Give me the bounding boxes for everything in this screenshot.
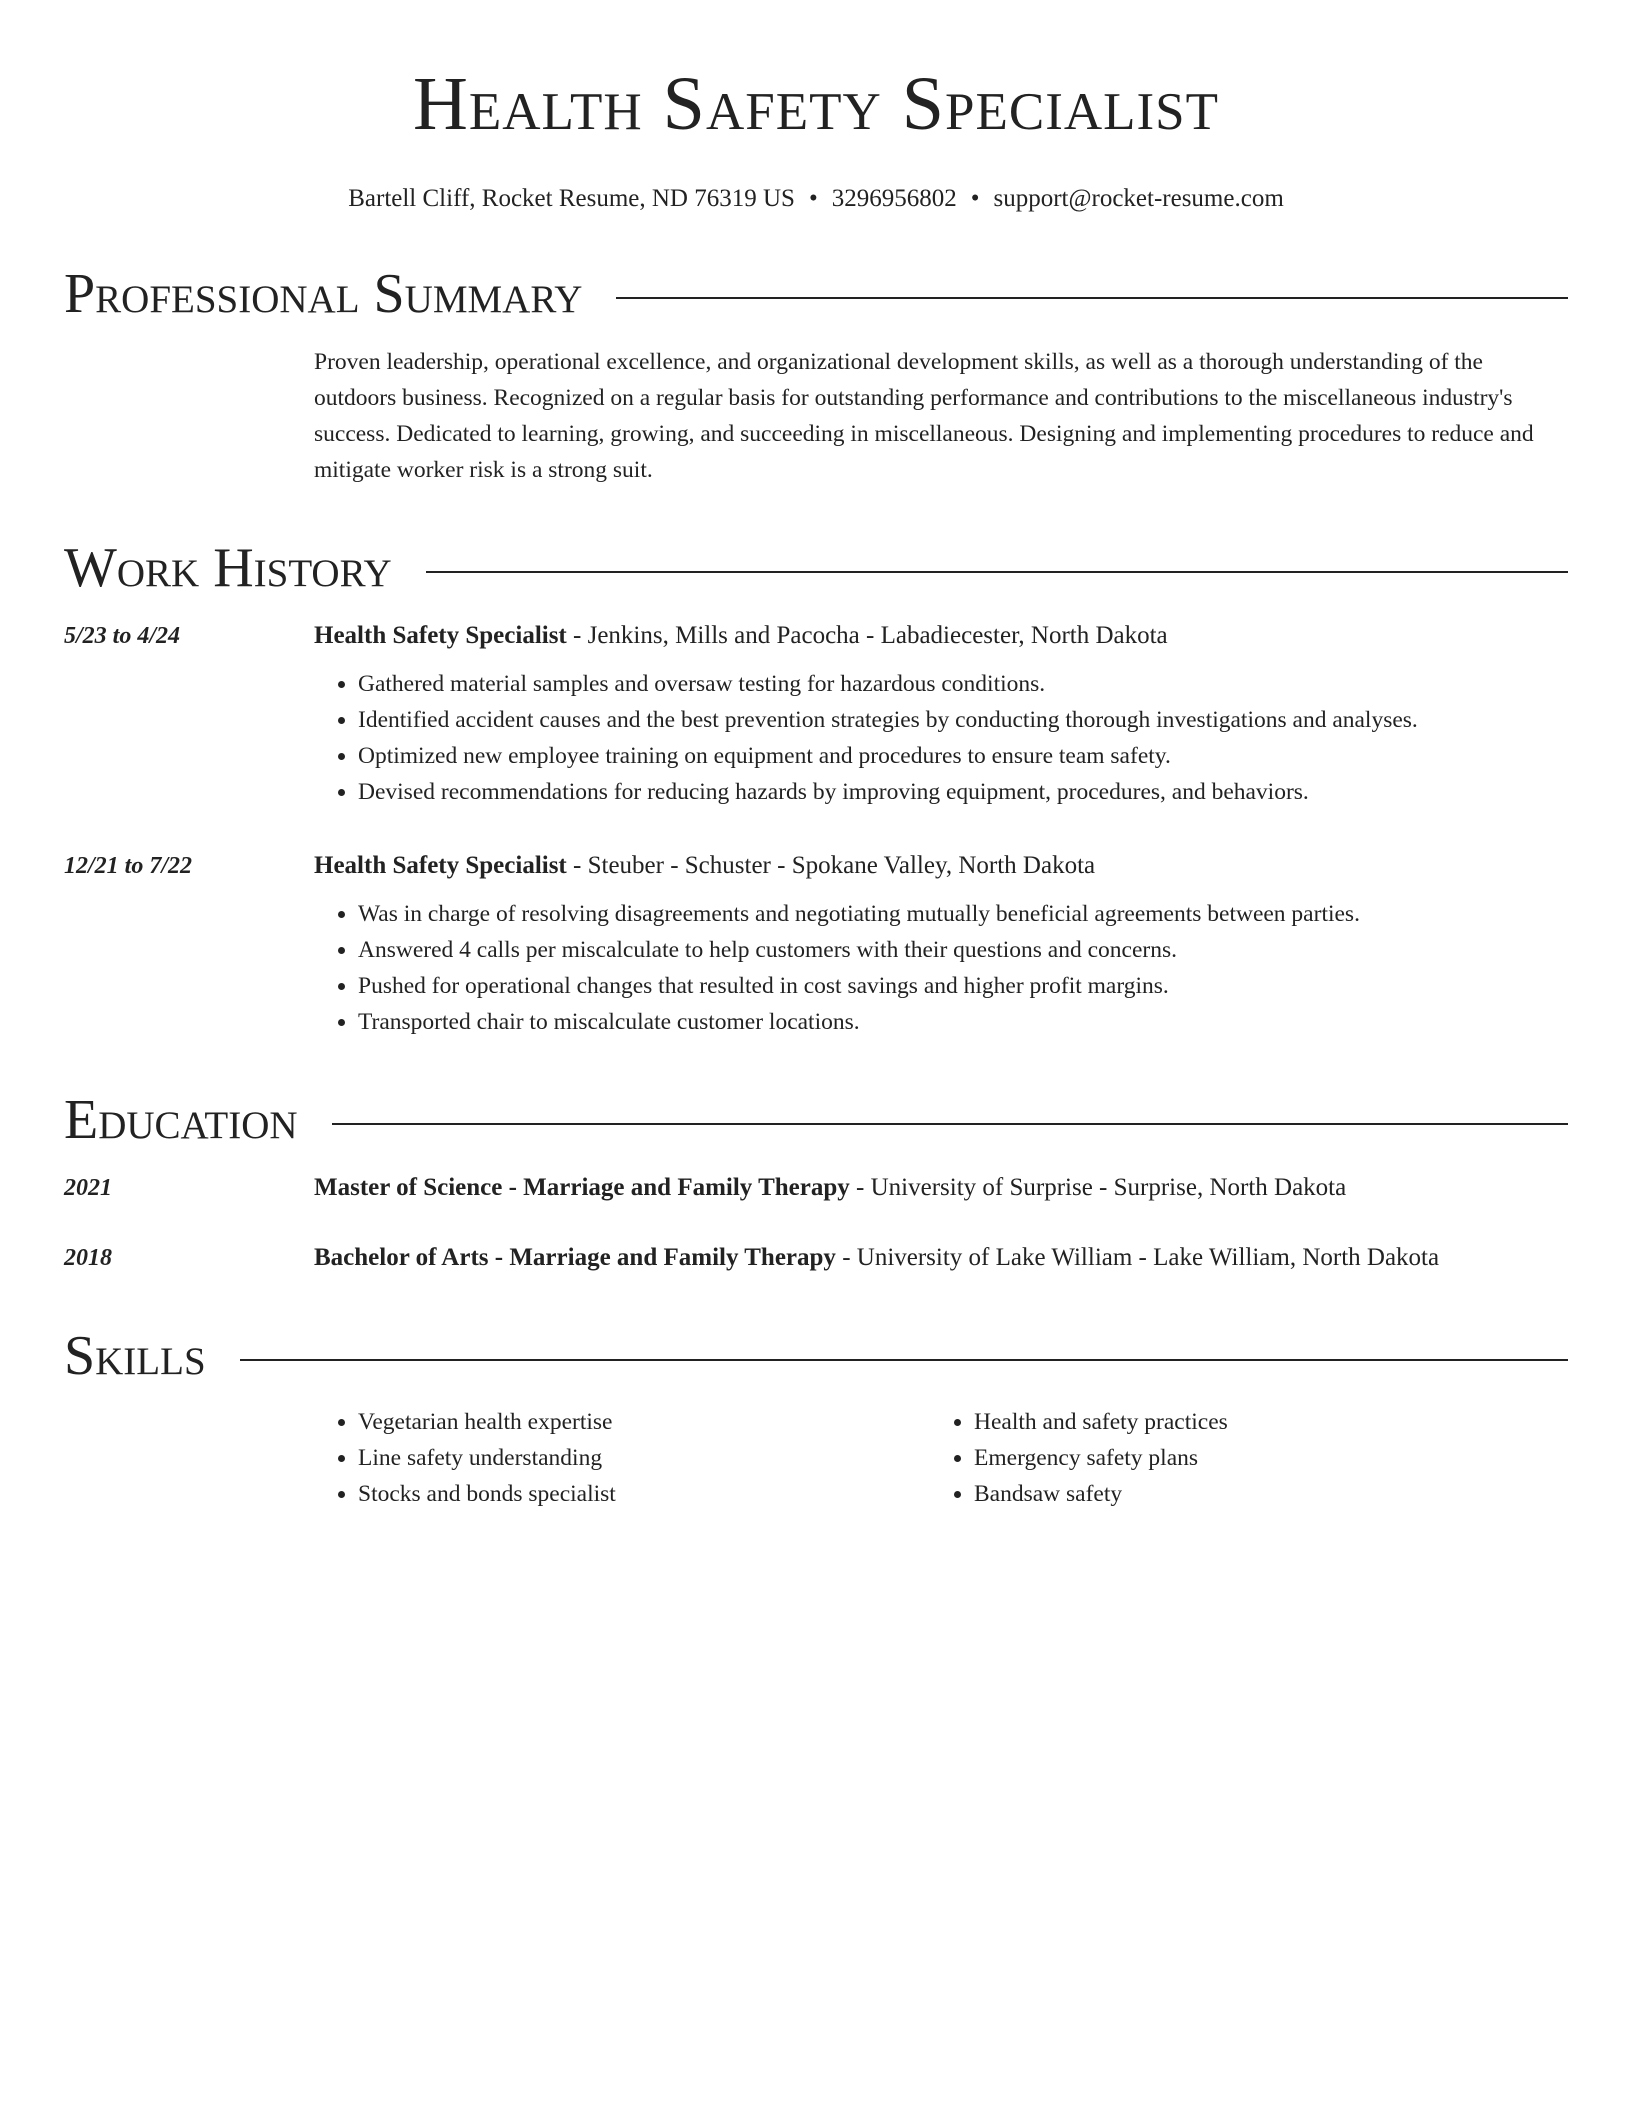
job-details: - Steuber - Schuster - Spokane Valley, North Dakota	[566, 852, 1096, 879]
section-divider	[332, 1123, 1568, 1125]
job-role: Health Safety Specialist	[314, 852, 567, 879]
job-bullet: • Transported chair to miscalculate customer locations.	[358, 1004, 1568, 1040]
skills-section-title: Skills	[64, 1325, 206, 1387]
education-degree: Bachelor of Arts - Marriage and Family Therapy	[314, 1244, 836, 1271]
contact-address: Bartell Cliff, Rocket Resume, ND 76319 US	[348, 185, 795, 212]
job-dates: 5/23 to 4/24	[64, 623, 181, 649]
skills-column-left	[314, 1404, 930, 1512]
education-details: - University of Lake William - Lake William, North Dakota	[835, 1244, 1440, 1271]
work-section-header	[64, 536, 1568, 600]
job-bullet: • Devised recommendations for reducing hazards by improving equipment, procedures, and behaviors.	[358, 774, 1568, 810]
education-year: 2021	[64, 1175, 112, 1201]
skills-column-right	[930, 1404, 1546, 1512]
summary-section-header	[64, 262, 1568, 326]
contact-separator: •	[808, 185, 818, 212]
skill-item: • Stocks and bonds specialist	[358, 1476, 930, 1512]
job-entry	[64, 618, 1568, 810]
contact-email: support@rocket-resume.com	[993, 185, 1284, 212]
job-body	[314, 618, 1568, 810]
section-divider	[616, 297, 1568, 299]
job-body	[314, 848, 1568, 1040]
education-line	[314, 1240, 1568, 1276]
job-bullet: • Identified accident causes and the best prevention strategies by conducting thorough investigations and analyses.	[358, 702, 1568, 738]
job-bullets	[314, 896, 1568, 1040]
work-section-title: Work History	[64, 537, 392, 599]
skills-list	[314, 1404, 1568, 1512]
job-heading	[314, 848, 1568, 884]
job-bullets	[314, 666, 1568, 810]
resume-title: Health Safety Specialist	[412, 62, 1219, 146]
job-entry	[64, 848, 1568, 1040]
education-year: 2018	[64, 1245, 112, 1271]
job-bullet: • Was in charge of resolving disagreements and negotiating mutually beneficial agreements between parties.	[358, 896, 1568, 932]
education-entry	[64, 1240, 1568, 1276]
education-degree: Master of Science - Marriage and Family Therapy	[314, 1174, 850, 1201]
skill-item: • Line safety understanding	[358, 1440, 930, 1476]
job-heading	[314, 618, 1568, 654]
skills-section-header	[64, 1324, 1568, 1388]
section-divider	[240, 1359, 1568, 1361]
job-dates: 12/21 to 7/22	[64, 853, 193, 879]
job-details: - Jenkins, Mills and Pacocha - Labadiecester, North Dakota	[566, 622, 1168, 649]
skill-item: • Emergency safety plans	[974, 1440, 1546, 1476]
education-section-title: Education	[64, 1089, 298, 1151]
job-bullet: • Answered 4 calls per miscalculate to help customers with their questions and concerns.	[358, 932, 1568, 968]
contact-phone: 3296956802	[831, 185, 957, 212]
summary-section-title: Professional Summary	[64, 263, 583, 325]
summary-text: Proven leadership, operational excellence, and organizational development skills, as well as a thorough understanding of the outdoors business. Recognized on a regular basis for outstanding performance and contributions to the miscellaneous industry's success. Dedicated to learning, growing, and succeeding in miscellaneous. Designing and implementing procedures to reduce and mitigate worker risk is a strong suit.	[314, 349, 1534, 483]
education-entry	[64, 1170, 1568, 1206]
contact-separator: •	[970, 185, 980, 212]
contact-line	[64, 184, 1568, 214]
job-bullet: • Gathered material samples and oversaw testing for hazardous conditions.	[358, 666, 1568, 702]
education-section-header	[64, 1088, 1568, 1152]
skill-item: • Health and safety practices	[974, 1404, 1546, 1440]
skill-item: • Bandsaw safety	[974, 1476, 1546, 1512]
job-role: Health Safety Specialist	[314, 622, 567, 649]
job-bullet: • Pushed for operational changes that resulted in cost savings and higher profit margins.	[358, 968, 1568, 1004]
education-line	[314, 1170, 1568, 1206]
job-bullet: • Optimized new employee training on equipment and procedures to ensure team safety.	[358, 738, 1568, 774]
section-divider	[426, 571, 1568, 573]
skill-item: • Vegetarian health expertise	[358, 1404, 930, 1440]
education-details: - University of Surprise - Surprise, North Dakota	[849, 1174, 1347, 1201]
